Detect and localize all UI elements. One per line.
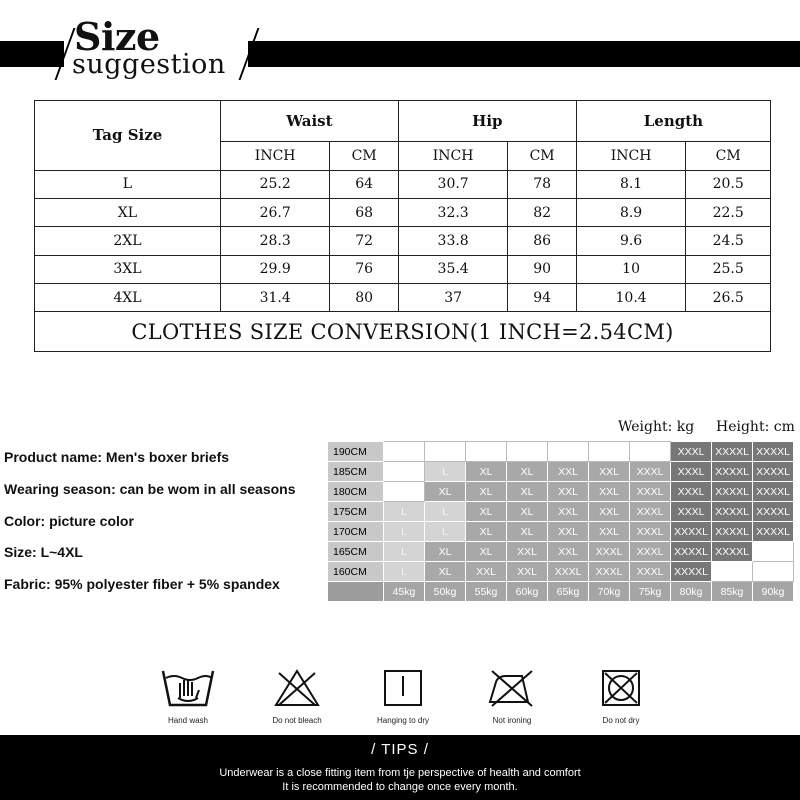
- table-cell: 76: [330, 255, 398, 283]
- tag-size-cell: XL: [35, 199, 221, 227]
- height-label: 175CM: [328, 502, 384, 522]
- table-cell: 25.5: [686, 255, 771, 283]
- care-item: [143, 668, 233, 725]
- grid-cell: XL: [507, 462, 548, 482]
- waist-header: Waist: [220, 101, 398, 142]
- tips-line-2: It is recommended to change once every month.: [282, 781, 518, 793]
- product-name: Product name: Men's boxer briefs: [4, 449, 230, 465]
- care-label: Do not bleach: [272, 716, 322, 725]
- grid-cell: L: [384, 522, 425, 542]
- tips-footer: [0, 735, 800, 800]
- grid-row: [328, 482, 794, 502]
- length-header: Length: [576, 101, 770, 142]
- grid-cell: XXXL: [630, 542, 671, 562]
- table-row: [35, 284, 771, 312]
- grid-cell: L: [384, 562, 425, 582]
- grid-cell: XL: [466, 462, 507, 482]
- grid-cell: XXL: [548, 522, 589, 542]
- unit-header: CM: [330, 142, 398, 170]
- table-row: [35, 170, 771, 198]
- grid-cell: XL: [425, 482, 466, 502]
- grid-cell: L: [425, 502, 466, 522]
- weight-label: 50kg: [425, 582, 466, 602]
- size-table: [34, 100, 771, 352]
- grid-row: [328, 462, 794, 482]
- table-cell: 35.4: [398, 255, 508, 283]
- grid-cell: XXXXL: [671, 542, 712, 562]
- grid-cell: XXXL: [671, 502, 712, 522]
- grid-cell: XXL: [589, 462, 630, 482]
- grid-row: [328, 502, 794, 522]
- table-cell: 68: [330, 199, 398, 227]
- grid-cell: XXL: [507, 562, 548, 582]
- tag-size-header: Tag Size: [35, 101, 221, 171]
- table-cell: 22.5: [686, 199, 771, 227]
- table-cell: 78: [508, 170, 576, 198]
- grid-cell: [712, 562, 753, 582]
- care-item: [467, 668, 557, 725]
- grid-cell: XL: [425, 562, 466, 582]
- height-label: 170CM: [328, 522, 384, 542]
- weight-unit-label: Weight: kg: [618, 419, 695, 435]
- grid-cell: XXL: [589, 522, 630, 542]
- weight-label: 60kg: [507, 582, 548, 602]
- color-info: Color: picture color: [4, 513, 134, 529]
- grid-cell: XXXL: [630, 502, 671, 522]
- table-row: [35, 255, 771, 283]
- grid-cell: XXXL: [671, 462, 712, 482]
- height-label: 180CM: [328, 482, 384, 502]
- grid-cell: XL: [466, 482, 507, 502]
- weight-label: 75kg: [630, 582, 671, 602]
- hand-wash-icon: [160, 668, 216, 708]
- care-item: [358, 668, 448, 725]
- grid-cell: XXL: [548, 502, 589, 522]
- table-cell: 80: [330, 284, 398, 312]
- grid-cell: XXL: [548, 542, 589, 562]
- table-cell: 33.8: [398, 227, 508, 255]
- grid-cell: [384, 482, 425, 502]
- grid-cell: L: [384, 542, 425, 562]
- grid-cell: [507, 442, 548, 462]
- grid-cell: XL: [507, 502, 548, 522]
- do-not-bleach-icon: [273, 668, 321, 708]
- height-label: 165CM: [328, 542, 384, 562]
- height-label: 190CM: [328, 442, 384, 462]
- grid-row: [328, 442, 794, 462]
- grid-cell: XL: [425, 542, 466, 562]
- size-range: Size: L~4XL: [4, 544, 83, 560]
- grid-cell: XL: [507, 522, 548, 542]
- table-cell: 37: [398, 284, 508, 312]
- care-item: [576, 668, 666, 725]
- tag-size-cell: L: [35, 170, 221, 198]
- table-cell: 8.9: [576, 199, 686, 227]
- fabric-info: Fabric: 95% polyester fiber + 5% spandex: [4, 576, 280, 592]
- grid-cell: XL: [466, 522, 507, 542]
- grid-cell: [753, 562, 794, 582]
- weight-label: 80kg: [671, 582, 712, 602]
- tag-size-cell: 2XL: [35, 227, 221, 255]
- height-label: 185CM: [328, 462, 384, 482]
- grid-cell: L: [425, 462, 466, 482]
- grid-cell: XXL: [589, 482, 630, 502]
- table-cell: 82: [508, 199, 576, 227]
- height-label: 160CM: [328, 562, 384, 582]
- grid-cell: [753, 542, 794, 562]
- conversion-note: CLOTHES SIZE CONVERSION(1 INCH=2.54CM): [35, 312, 771, 352]
- grid-cell: XXXXL: [712, 522, 753, 542]
- grid-cell: XXXXL: [712, 442, 753, 462]
- unit-header: INCH: [220, 142, 330, 170]
- grid-cell: [384, 462, 425, 482]
- table-cell: 20.5: [686, 170, 771, 198]
- table-cell: 86: [508, 227, 576, 255]
- table-row: [35, 227, 771, 255]
- grid-row: [328, 522, 794, 542]
- grid-cell: XL: [466, 502, 507, 522]
- weight-label: 55kg: [466, 582, 507, 602]
- grid-cell: [425, 442, 466, 462]
- header-bar-right: [248, 41, 800, 67]
- grid-cell: XXXXL: [753, 482, 794, 502]
- header-title: Size: [74, 14, 160, 59]
- table-cell: 30.7: [398, 170, 508, 198]
- grid-cell: L: [384, 502, 425, 522]
- table-cell: 64: [330, 170, 398, 198]
- table-cell: 90: [508, 255, 576, 283]
- grid-footer-row: [328, 582, 794, 602]
- table-cell: 72: [330, 227, 398, 255]
- header-bar-left: [0, 41, 64, 67]
- hang-to-dry-icon: [381, 668, 425, 708]
- table-cell: 26.7: [220, 199, 330, 227]
- weight-label: 85kg: [712, 582, 753, 602]
- table-cell: 10: [576, 255, 686, 283]
- tips-line-1: Underwear is a close fitting item from tje perspective of health and comfort: [219, 767, 581, 779]
- weight-label: 45kg: [384, 582, 425, 602]
- grid-cell: XXXXL: [671, 522, 712, 542]
- grid-cell: XL: [507, 482, 548, 502]
- grid-row: [328, 542, 794, 562]
- grid-cell: XXXXL: [712, 462, 753, 482]
- grid-cell: XXL: [548, 462, 589, 482]
- table-cell: 25.2: [220, 170, 330, 198]
- table-cell: 10.4: [576, 284, 686, 312]
- grid-cell: [548, 442, 589, 462]
- grid-cell: XXXL: [589, 562, 630, 582]
- grid-cell: XXXL: [630, 482, 671, 502]
- care-label: Not ironing: [492, 716, 532, 725]
- care-label: Do not dry: [602, 716, 640, 725]
- table-cell: 31.4: [220, 284, 330, 312]
- grid-cell: XXXL: [548, 562, 589, 582]
- grid-cell: XXXL: [671, 442, 712, 462]
- grid-cell: XXXXL: [712, 542, 753, 562]
- grid-cell: XXXL: [671, 482, 712, 502]
- grid-cell: XXXXL: [753, 522, 794, 542]
- care-label: Hand wash: [167, 716, 209, 725]
- weight-label: 70kg: [589, 582, 630, 602]
- grid-cell: XXXL: [630, 462, 671, 482]
- grid-cell: L: [425, 522, 466, 542]
- grid-corner: [328, 582, 384, 602]
- unit-header: CM: [508, 142, 576, 170]
- grid-cell: XXXL: [589, 542, 630, 562]
- table-cell: 29.9: [220, 255, 330, 283]
- table-cell: 32.3: [398, 199, 508, 227]
- grid-cell: [589, 442, 630, 462]
- grid-cell: XXXL: [630, 562, 671, 582]
- grid-cell: XL: [466, 542, 507, 562]
- tag-size-cell: 3XL: [35, 255, 221, 283]
- grid-cell: XXL: [589, 502, 630, 522]
- table-cell: 94: [508, 284, 576, 312]
- tips-title: / TIPS /: [371, 741, 429, 758]
- do-not-iron-icon: [486, 668, 538, 708]
- weight-label: 65kg: [548, 582, 589, 602]
- grid-cell: [384, 442, 425, 462]
- grid-cell: XXL: [507, 542, 548, 562]
- table-cell: 26.5: [686, 284, 771, 312]
- table-cell: 9.6: [576, 227, 686, 255]
- unit-header: INCH: [576, 142, 686, 170]
- care-item: [252, 668, 342, 725]
- weight-label: 90kg: [753, 582, 794, 602]
- grid-cell: XXXXL: [753, 442, 794, 462]
- height-unit-label: Height: cm: [716, 419, 795, 435]
- grid-cell: XXXL: [630, 522, 671, 542]
- table-cell: 24.5: [686, 227, 771, 255]
- size-recommendation-grid: [327, 441, 794, 602]
- grid-cell: [630, 442, 671, 462]
- grid-row: [328, 562, 794, 582]
- grid-cell: XXXXL: [712, 502, 753, 522]
- grid-cell: XXL: [466, 562, 507, 582]
- unit-header: INCH: [398, 142, 508, 170]
- hip-header: Hip: [398, 101, 576, 142]
- grid-cell: XXXXL: [671, 562, 712, 582]
- grid-cell: XXXXL: [753, 462, 794, 482]
- header-subtitle: suggestion: [72, 49, 226, 80]
- table-cell: 8.1: [576, 170, 686, 198]
- care-label: Hanging to dry: [376, 716, 430, 725]
- grid-cell: XXXXL: [753, 502, 794, 522]
- grid-cell: XXL: [548, 482, 589, 502]
- table-cell: 28.3: [220, 227, 330, 255]
- do-not-dry-icon: [599, 668, 643, 708]
- table-row: [35, 199, 771, 227]
- wearing-season: Wearing season: can be wom in all seasons: [4, 481, 296, 497]
- unit-header: CM: [686, 142, 771, 170]
- grid-cell: [466, 442, 507, 462]
- grid-cell: XXXXL: [712, 482, 753, 502]
- tag-size-cell: 4XL: [35, 284, 221, 312]
